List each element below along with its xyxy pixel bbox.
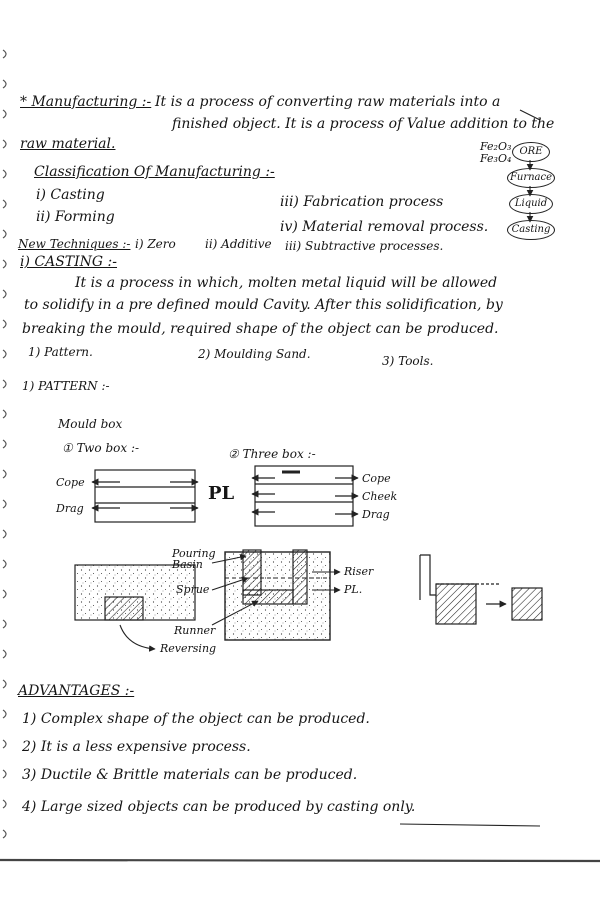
flow-node-casting: Casting (507, 220, 555, 240)
classification-item-3: iii) Fabrication process (280, 194, 444, 210)
classification-item-4: iv) Material removal process. (280, 219, 489, 235)
pl-label: PL. (344, 583, 363, 596)
two-box-drag: Drag (56, 502, 84, 515)
riser-label: Riser (344, 565, 374, 578)
classification-item-2: ii) Forming (36, 209, 115, 225)
casting-line-1: It is a process in which, molten metal liquid will be allowed (75, 275, 498, 291)
mould-box-label: Mould box (58, 417, 123, 431)
casting-part-tools: 3) Tools. (382, 354, 434, 368)
parting-line-label: PL (208, 483, 235, 504)
casting-part-sand: 2) Moulding Sand. (198, 347, 311, 361)
two-box-cope: Cope (56, 476, 85, 489)
classification-item-1: i) Casting (36, 187, 105, 203)
technique-additive: ii) Additive (205, 237, 272, 251)
runner-label: Runner (174, 624, 216, 637)
flow-node-ore: ORE (512, 142, 550, 162)
three-box-label: ② Three box :- (228, 447, 316, 461)
formula-fe3o4: Fe₃O₄ (480, 152, 512, 165)
three-box-diagram (252, 466, 358, 526)
manufacturing-heading: * Manufacturing :- (20, 94, 152, 110)
three-box-cheek: Cheek (362, 490, 398, 503)
flow-node-furnace: Furnace (507, 168, 555, 188)
advantage-3: 3) Ductile & Brittle materials can be produced. (22, 767, 358, 783)
flow-node-liquid: Liquid (509, 194, 553, 214)
technique-subtractive: iii) Subtractive processes. (285, 239, 444, 253)
casting-heading: i) CASTING :- (20, 254, 118, 270)
pattern-sketches (420, 555, 542, 624)
intro-line-2: finished object. It is a process of Value addition to the (172, 116, 555, 132)
advantages-heading: ADVANTAGES :- (18, 683, 135, 699)
formula-fe2o3: Fe₂O₃ (480, 140, 512, 153)
classification-heading: Classification Of Manufacturing :- (34, 164, 275, 180)
casting-line-3: breaking the mould, required shape of the object can be produced. (22, 321, 499, 337)
advantage-4: 4) Large sized objects can be produced by casting only. (22, 799, 416, 815)
intro-line-3: raw material. (20, 136, 116, 152)
intro-line-1: It is a process of converting raw materials into a (155, 94, 501, 110)
pattern-heading: 1) PATTERN :- (22, 379, 110, 393)
pouring-basin-label: Pouring Basin (172, 547, 216, 571)
technique-zero: i) Zero (135, 237, 176, 251)
reversing-label: Reversing (160, 642, 217, 655)
three-box-drag: Drag (362, 508, 390, 521)
new-techniques-label: New Techniques :- (18, 237, 131, 251)
mould-center (212, 550, 340, 640)
casting-part-pattern: 1) Pattern. (28, 345, 93, 359)
three-box-cope: Cope (362, 472, 391, 485)
two-box-diagram (92, 470, 198, 522)
casting-line-2: to solidify in a pre defined mould Cavity. After this solidification, by (24, 297, 503, 313)
sprue-label: Sprue (176, 583, 210, 596)
two-box-label: ① Two box :- (62, 441, 140, 455)
advantage-2: 2) It is a less expensive process. (22, 739, 251, 755)
bottom-doodle (400, 824, 540, 826)
advantage-1: 1) Complex shape of the object can be produced. (22, 711, 370, 727)
